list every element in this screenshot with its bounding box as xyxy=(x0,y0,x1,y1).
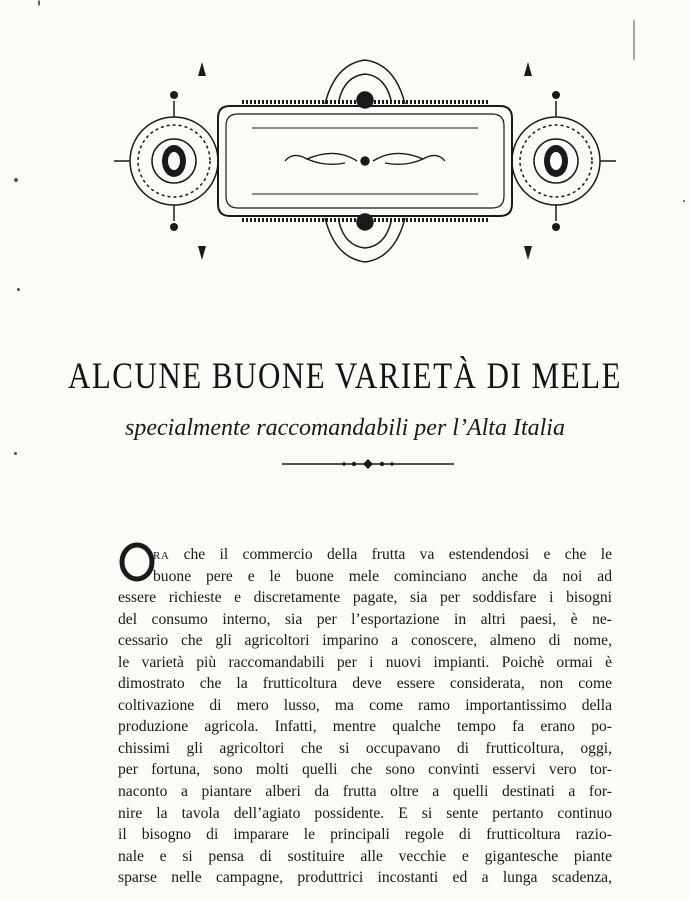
body-line: del consumo interno, sia per l’esportazione in altri paesi, è ne- xyxy=(118,610,612,628)
body-line: le varietà più raccomandabili per i nuovi impianti. Poichè ormai è xyxy=(118,653,612,671)
body-line: coltivazione di mero lusso, ma come ramo importantissimo della xyxy=(118,696,612,714)
page-subtitle: specialmente raccomandabili per l’Alta Italia xyxy=(125,415,565,441)
body-line: essere richieste e discretamente pagate, sia per soddisfare i bisogni xyxy=(118,589,612,607)
scan-speck xyxy=(17,288,20,291)
body-line: nale e si pensa di sostituire alle vecchie e gigantesche piante xyxy=(118,847,612,865)
decorative-divider xyxy=(282,458,454,470)
scan-speck xyxy=(14,452,17,455)
body-line: produzione agricola. Infatti, mentre qualche tempo fa erano po- xyxy=(118,718,612,736)
body-line: il bisogno di imparare le principali regole di frutticoltura razio- xyxy=(118,826,612,844)
body-line: cessario che gli agricoltori imparino a conoscere, almeno di nome, xyxy=(118,632,612,650)
body-line: buone pere e le buone mele cominciano anche da noi ad xyxy=(153,567,612,585)
page-title: ALCUNE BUONE VARIETÀ DI MELE xyxy=(67,354,623,397)
body-line: RA che il commercio della frutta va estendendosi e che le xyxy=(153,546,612,563)
body-line: naconto a piantare alberi da frutta oltre a quelli destinati a for- xyxy=(118,783,612,801)
scan-speck xyxy=(633,20,635,60)
body-line: per fortuna, sono molti quelli che sono convinti esservi vero tor- xyxy=(118,761,612,779)
article-body xyxy=(118,544,612,889)
body-line: chissimi gli agricoltori che si occupavano di frutticoltura, oggi, xyxy=(118,739,612,757)
body-line: nire la tavola dell’agiato possidente. E si sente pertanto continuo xyxy=(118,804,612,822)
scan-speck xyxy=(38,0,40,6)
scan-speck xyxy=(683,200,685,202)
decorative-header-ornament xyxy=(112,54,618,268)
scan-speck xyxy=(14,178,18,182)
body-line: dimostrato che la frutticoltura deve essere considerata, non come xyxy=(118,675,612,693)
first-word-rest: RA xyxy=(153,550,170,562)
body-line: sparse nelle campagne, produttrici incostanti ed a lunga scadenza, xyxy=(118,869,612,887)
